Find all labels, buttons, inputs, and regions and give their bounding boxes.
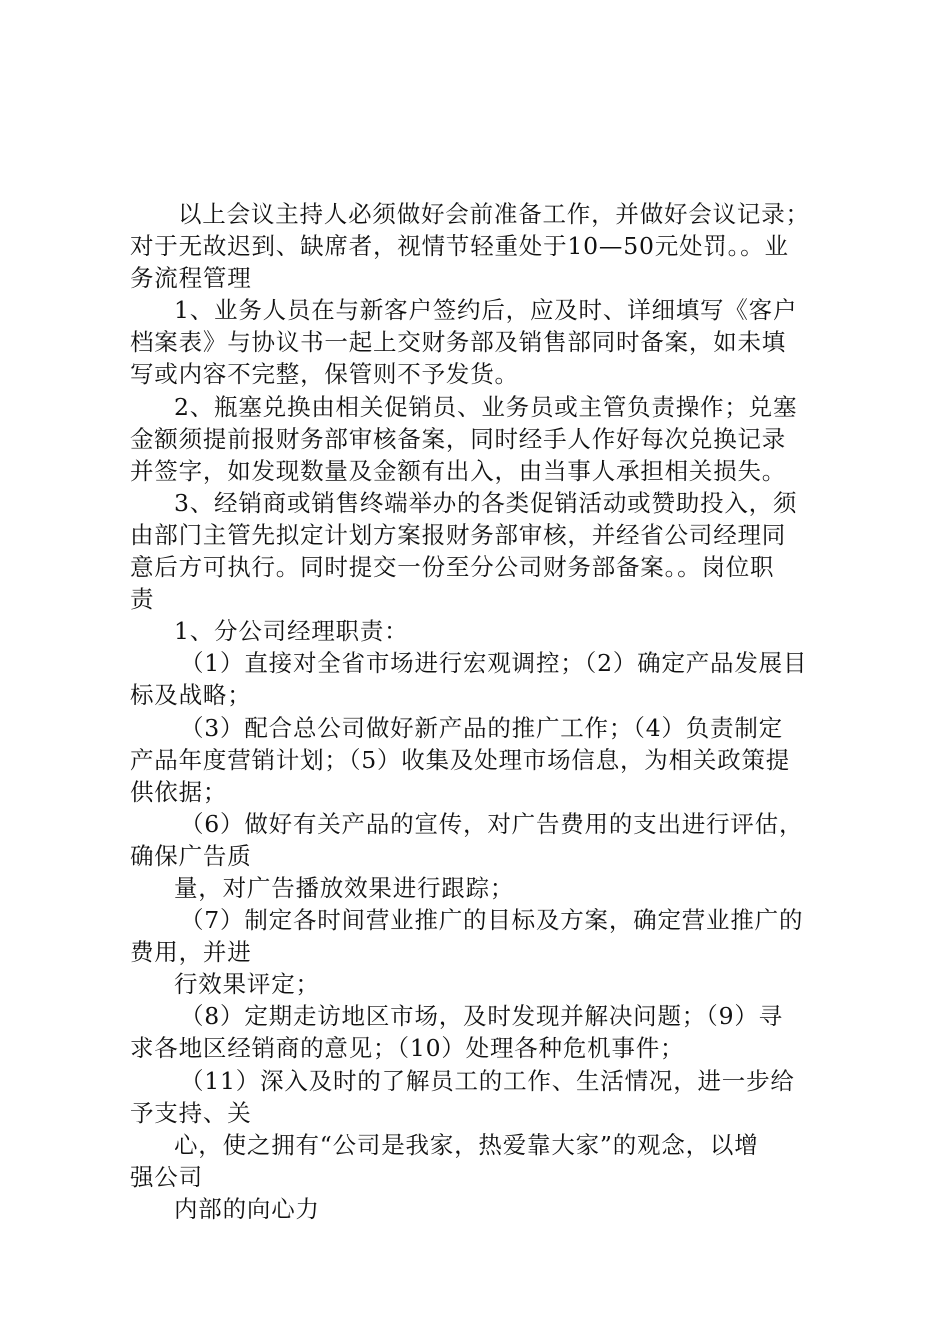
document-body <box>130 198 834 1225</box>
text-line: 心，使之拥有“公司是我家，热爱靠大家”的观念，以增 <box>174 1130 759 1159</box>
text-line: 产品年度营销计划；（5）收集及处理市场信息，为相关政策提 <box>130 745 791 774</box>
text-line: 务流程管理 <box>130 264 252 293</box>
text-line: 求各地区经销商的意见；（10）处理各种危机事件； <box>130 1034 685 1063</box>
text-line: （1）直接对全省市场进行宏观调控；（2）确定产品发展目 <box>180 649 808 678</box>
text-line: 1、分公司经理职责： <box>174 617 409 646</box>
text-line: 行效果评定； <box>174 970 320 999</box>
text-line: （7）制定各时间营业推广的目标及方案，确定营业推广的 <box>180 906 804 935</box>
text-line: 内部的向心力 <box>174 1194 320 1223</box>
text-line: 意后方可执行。同时提交一份至分公司财务部备案。。岗位职 <box>130 553 775 582</box>
text-line: （6）做好有关产品的宣传，对广告费用的支出进行评估， <box>180 809 804 838</box>
text-line: 标及战略； <box>130 681 252 710</box>
text-line: 档案表》与协议书一起上交财务部及销售部同时备案，如未填 <box>130 328 787 357</box>
text-line: 2、瓶塞兑换由相关促销员、业务员或主管负责操作；兑塞 <box>174 392 798 421</box>
text-line: 予支持、关 <box>130 1098 252 1127</box>
text-line: （8）定期走访地区市场，及时发现并解决问题；（9）寻 <box>180 1002 783 1031</box>
text-line: 金额须提前报财务部审核备案，同时经手人作好每次兑换记录 <box>130 424 787 453</box>
text-line: 以上会议主持人必须做好会前准备工作，并做好会议记录； <box>178 200 810 228</box>
text-line: 费用，并进 <box>130 938 252 967</box>
text-line: 强公司 <box>130 1162 203 1191</box>
text-line: 确保广告质 <box>130 841 252 870</box>
text-line: 由部门主管先拟定计划方案报财务部审核，并经省公司经理同 <box>130 520 787 549</box>
text-line: 供依据； <box>130 777 228 806</box>
text-line: 3、经销商或销售终端举办的各类促销活动或赞助投入，须 <box>174 488 798 517</box>
text-line: 对于无故迟到、缺席者，视情节轻重处于10—50元处罚。。业 <box>130 232 789 261</box>
text-line: 写或内容不完整，保管则不予发货。 <box>130 360 519 389</box>
text-line: （3）配合总公司做好新产品的推广工作；（4）负责制定 <box>180 713 783 742</box>
text-line: （11）深入及时的了解员工的工作、生活情况，进一步给 <box>180 1066 795 1095</box>
text-line: 责 <box>130 585 155 614</box>
text-line: 并签字，如发现数量及金额有出入，由当事人承担相关损失。 <box>130 456 787 485</box>
text-line: 1、业务人员在与新客户签约后，应及时、详细填写《客户 <box>174 296 798 325</box>
text-line: 量，对广告播放效果进行跟踪； <box>174 873 515 902</box>
